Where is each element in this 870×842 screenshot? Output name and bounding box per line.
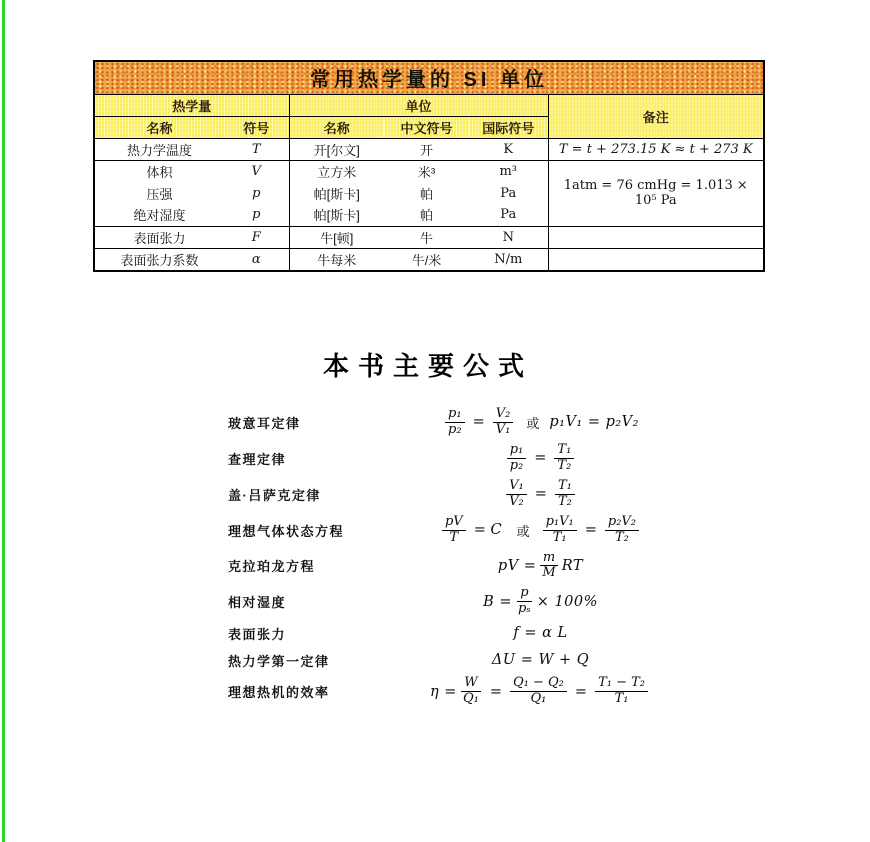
formula-label: 相对湿度	[228, 595, 287, 611]
quantity-symbol: F	[224, 226, 289, 248]
equals-sign: =	[534, 450, 547, 467]
formula-expression	[398, 625, 763, 641]
remark-cell: 1atm = 76 cmHg = 1.013 × 10⁵ Pa	[548, 160, 764, 226]
si-units-table-section	[93, 60, 763, 272]
unit-name: 牛[顿]	[289, 226, 384, 248]
table-row	[94, 138, 764, 160]
formula-label: 查理定律	[228, 451, 287, 467]
formula-label: 表面张力	[228, 626, 287, 642]
quantity-name: 表面张力	[94, 226, 224, 248]
formula-list	[93, 407, 763, 707]
formula-label: 热力学第一定律	[228, 653, 330, 669]
subheader-symbol: 符号	[224, 116, 289, 138]
equals-sign: =	[472, 414, 485, 431]
formula-label: 玻意耳定律	[228, 415, 301, 431]
equals-sign: =	[489, 683, 502, 700]
remark-cell-empty	[548, 226, 764, 248]
formula-head: pV =	[497, 557, 537, 574]
formula-row-humidity	[228, 586, 763, 617]
unit-name: 立方米	[289, 160, 384, 182]
fraction: $\frac{W}{\text{Q₁}}$	[462, 675, 479, 707]
unit-intl-symbol: Pa	[500, 185, 517, 201]
quantity-symbol: V	[251, 163, 261, 179]
remark-cell-empty	[548, 248, 764, 271]
formula-row-first-law	[228, 649, 763, 671]
formula-head: η =	[430, 683, 457, 700]
unit-name: 牛每米	[289, 248, 384, 271]
fraction: $\frac{pV}{T}$	[442, 515, 466, 546]
unit-cn-symbol: 米³	[417, 164, 436, 180]
formula-label: 理想热机的效率	[228, 685, 330, 701]
quantity-symbol: α	[251, 251, 261, 267]
equals-constant: = C	[473, 522, 502, 539]
table-title-row	[94, 61, 764, 94]
unit-intl-symbol: N	[469, 226, 548, 248]
unit-name: 开[尔文]	[289, 138, 384, 160]
formula-tail: RT	[561, 557, 584, 574]
quantity-name: 表面张力系数	[120, 252, 199, 268]
formula-head: B =	[483, 593, 512, 610]
formula-expression	[398, 652, 763, 668]
subheader-cn-symbol: 中文符号	[384, 116, 469, 138]
or-conjunction: 或	[526, 415, 540, 431]
table-title: 常用热学量的 SI 单位	[94, 61, 764, 94]
fraction: $\frac{p}{\text{pₛ}}$	[518, 585, 531, 617]
quantity-symbol: p	[252, 185, 261, 201]
unit-intl-symbol: Pa	[469, 204, 548, 226]
fraction: $\frac{\text{T₁}}{\text{T₂}}$	[554, 443, 574, 474]
formulas-title: 本书主要公式	[322, 351, 533, 381]
quantity-name: 压强	[146, 186, 173, 202]
scan-edge-line	[2, 0, 5, 842]
formula-expression	[398, 586, 763, 617]
fraction: $\frac{\text{V₁}}{\text{V₂}}$	[506, 479, 527, 510]
formula-row-heat-engine-efficiency	[228, 676, 763, 707]
formula-expression	[398, 479, 763, 510]
table-row	[94, 226, 764, 248]
fraction: $\frac{\text{V₂}}{\text{V₁}}$	[493, 407, 514, 438]
formula-expression	[398, 407, 763, 438]
subheader-intl-symbol: 国际符号	[469, 116, 548, 138]
remark-cell: T = t + 273.15 K ≈ t + 273 K	[548, 138, 764, 160]
fraction: $\frac{\text{T₁}}{\text{T₂}}$	[555, 479, 575, 510]
header-unit: 单位	[289, 94, 548, 116]
formula-row-boyle	[228, 407, 763, 438]
quantity-name: 体积	[146, 164, 173, 180]
quantity-name: 热力学温度	[94, 138, 224, 160]
fraction: $\frac{\text{p₂V₂}}{\text{T₂}}$	[605, 515, 639, 546]
table-row	[94, 160, 764, 182]
formula-text: ΔU = W + Q	[491, 652, 590, 669]
formula-row-ideal-gas	[228, 515, 763, 546]
unit-cn-symbol: 帕	[419, 186, 433, 202]
si-units-table	[93, 60, 765, 272]
formula-tail: × 100%	[536, 593, 598, 610]
formula-expression	[398, 443, 763, 474]
quantity-symbol: p	[224, 204, 289, 226]
subheader-name: 名称	[94, 116, 224, 138]
table-row	[94, 248, 764, 271]
formula-expression	[398, 551, 763, 582]
fraction: $\frac{\text{p₁}}{\text{p₂}}$	[507, 443, 527, 474]
formula-row-charles	[228, 443, 763, 474]
header-remark: 备注	[548, 94, 764, 138]
formula-label: 理想气体状态方程	[228, 523, 345, 539]
formulas-section	[93, 346, 763, 712]
unit-cn-symbol: 开	[384, 138, 469, 160]
equals-sign: =	[584, 522, 597, 539]
unit-intl-symbol: K	[469, 138, 548, 160]
formula-text: f = α L	[513, 625, 568, 642]
fraction: $\frac{\text{T₁ − T₂}}{\text{T₁}}$	[595, 676, 648, 707]
formula-row-gay-lussac	[228, 479, 763, 510]
equals-sign: =	[574, 683, 588, 700]
fraction: $\frac{\text{p₁}}{\text{p₂}}$	[445, 407, 465, 438]
formula-row-surface-tension	[228, 622, 763, 644]
formula-label: 克拉珀龙方程	[228, 559, 316, 575]
formula-row-clapeyron	[228, 551, 763, 582]
formula-tail: p₁V₁ = p₂V₂	[549, 414, 639, 431]
unit-name: 帕[斯卡]	[289, 204, 384, 226]
unit-intl-symbol: N/m	[494, 251, 523, 267]
equals-sign: =	[534, 486, 547, 503]
fraction: $\frac{m}{M}$	[539, 551, 558, 582]
header-quantity: 热学量	[94, 94, 289, 116]
fraction: $\frac{\text{Q₁ − Q₂}}{\text{Q₁}}$	[510, 676, 567, 707]
unit-intl-symbol: m³	[499, 163, 518, 179]
unit-cn-symbol: 牛	[384, 226, 469, 248]
subheader-unit-name: 名称	[289, 116, 384, 138]
unit-cn-symbol: 帕	[384, 204, 469, 226]
quantity-name: 绝对湿度	[94, 204, 224, 226]
or-conjunction: 或	[516, 523, 530, 539]
formula-expression	[398, 515, 763, 546]
fraction: $\frac{\text{p₁V₁}}{\text{T₁}}$	[543, 515, 577, 546]
formula-label: 盖·吕萨克定律	[228, 487, 321, 503]
table-group-header-row	[94, 94, 764, 116]
formula-expression	[398, 676, 763, 707]
unit-name: 帕[斯卡]	[289, 182, 384, 204]
unit-cn-symbol: 牛/米	[411, 252, 442, 268]
quantity-symbol: T	[224, 138, 289, 160]
